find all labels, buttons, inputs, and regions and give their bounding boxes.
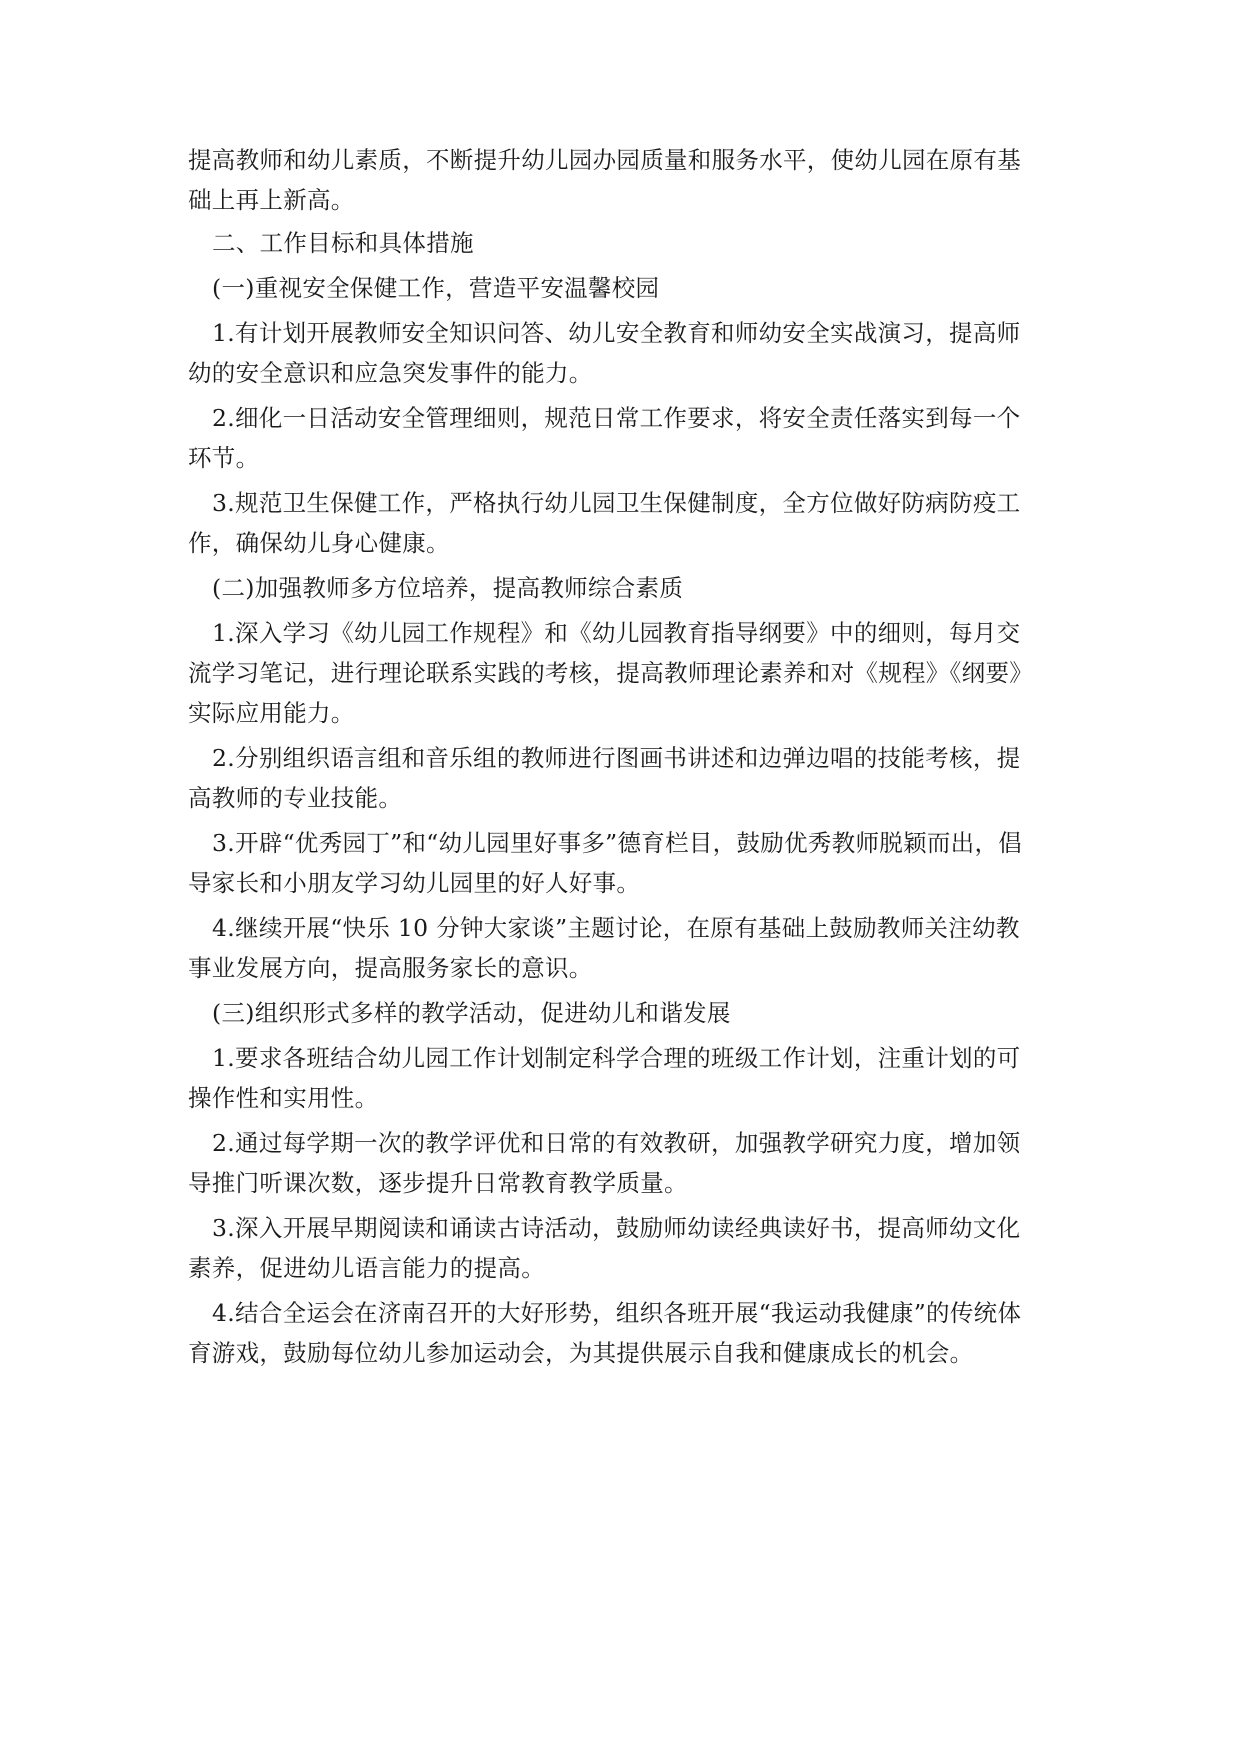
text-line: 幼的安全意识和应急突发事件的能力。 xyxy=(188,359,593,387)
subsection-heading: (三)组织形式多样的教学活动，促进幼儿和谐发展 xyxy=(212,999,731,1027)
text-line: 实际应用能力。 xyxy=(188,699,355,727)
text-line: 3.深入开展早期阅读和诵读古诗活动，鼓励师幼读经典读好书，提高师幼文化 xyxy=(212,1214,1021,1242)
text-line: 环节。 xyxy=(188,444,260,472)
text-line: 操作性和实用性。 xyxy=(188,1084,379,1112)
text-line: 2.通过每学期一次的教学评优和日常的有效教研，加强教学研究力度，增加领 xyxy=(212,1129,1021,1157)
text-line: 育游戏，鼓励每位幼儿参加运动会，为其提供展示自我和健康成长的机会。 xyxy=(188,1339,974,1367)
text-line: 流学习笔记，进行理论联系实践的考核，提高教师理论素养和对《规程》《纲要》 xyxy=(188,659,1034,687)
text-line: 1.要求各班结合幼儿园工作计划制定科学合理的班级工作计划，注重计划的可 xyxy=(212,1044,1021,1072)
text-line: 2.细化一日活动安全管理细则，规范日常工作要求，将安全责任落实到每一个 xyxy=(212,404,1021,432)
text-line: 2.分别组织语言组和音乐组的教师进行图画书讲述和边弹边唱的技能考核，提 xyxy=(212,744,1021,772)
section-heading: 二、工作目标和具体措施 xyxy=(212,229,474,257)
text-line: 4.继续开展“快乐 10 分钟大家谈”主题讨论，在原有基础上鼓励教师关注幼教 xyxy=(212,914,1020,942)
text-line: 础上再上新高。 xyxy=(188,186,355,214)
text-line: 高教师的专业技能。 xyxy=(188,784,403,812)
text-line: 素养，促进幼儿语言能力的提高。 xyxy=(188,1254,545,1282)
subsection-heading: (二)加强教师多方位培养，提高教师综合素质 xyxy=(212,574,684,602)
text-line: 1.深入学习《幼儿园工作规程》和《幼儿园教育指导纲要》中的细则，每月交 xyxy=(212,619,1021,647)
text-line: 3.规范卫生保健工作，严格执行幼儿园卫生保健制度，全方位做好防病防疫工 xyxy=(212,489,1021,517)
text-line: 3.开辟“优秀园丁”和“幼儿园里好事多”德育栏目，鼓励优秀教师脱颖而出，倡 xyxy=(212,829,1023,857)
subsection-heading: (一)重视安全保健工作，营造平安温馨校园 xyxy=(212,274,660,302)
text-line: 4.结合全运会在济南召开的大好形势，组织各班开展“我运动我健康”的传统体 xyxy=(212,1299,1022,1327)
text-line: 导家长和小朋友学习幼儿园里的好人好事。 xyxy=(188,869,641,897)
text-line: 导推门听课次数，逐步提升日常教育教学质量。 xyxy=(188,1169,688,1197)
text-line: 提高教师和幼儿素质，不断提升幼儿园办园质量和服务水平，使幼儿园在原有基 xyxy=(188,146,1021,174)
text-line: 1.有计划开展教师安全知识问答、幼儿安全教育和师幼安全实战演习，提高师 xyxy=(212,319,1021,347)
text-line: 事业发展方向，提高服务家长的意识。 xyxy=(188,954,593,982)
text-line: 作，确保幼儿身心健康。 xyxy=(188,529,450,557)
